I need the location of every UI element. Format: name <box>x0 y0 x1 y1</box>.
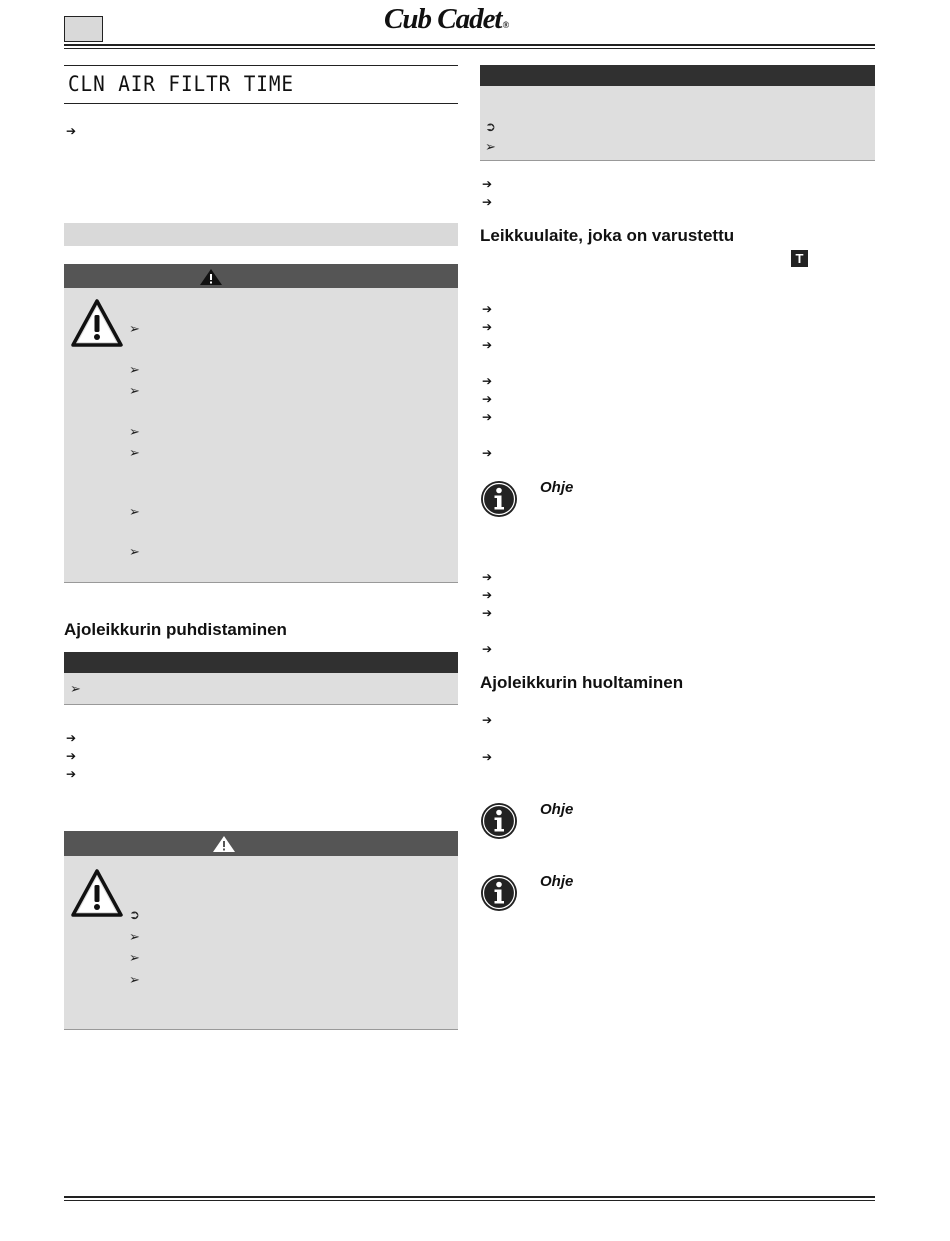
instruction-bullet-icon: ➢ <box>129 322 140 337</box>
section-subheading-bar <box>64 223 458 246</box>
step-arrow-icon: ➔ <box>482 374 493 388</box>
step-arrow-icon: ➔ <box>482 410 493 424</box>
result-bullet-icon: ➲ <box>129 908 140 923</box>
caution-panel <box>64 673 458 705</box>
info-circle-icon <box>480 480 518 518</box>
warning-header-bar <box>64 831 458 856</box>
step-arrow-icon: ➔ <box>482 320 493 334</box>
instruction-bullet-icon: ➢ <box>129 951 140 966</box>
footer-rule-thin <box>64 1200 875 1201</box>
instruction-bullet-icon: ➢ <box>129 446 140 461</box>
instruction-bullet-icon: ➢ <box>70 682 81 697</box>
step-arrow-icon: ➔ <box>482 446 493 460</box>
step-arrow-icon: ➔ <box>66 124 77 138</box>
instruction-bullet-icon: ➢ <box>129 425 140 440</box>
step-arrow-icon: ➔ <box>482 177 493 191</box>
note-label: Ohje <box>540 479 574 496</box>
info-circle-icon <box>480 802 518 840</box>
header-rule-thin <box>64 48 875 49</box>
note-label: Ohje <box>540 801 574 818</box>
instruction-bullet-icon: ➢ <box>129 545 140 560</box>
footer-rule <box>64 1196 875 1198</box>
info-circle-icon <box>480 874 518 912</box>
step-arrow-icon: ➔ <box>66 749 77 763</box>
step-arrow-icon: ➔ <box>482 195 493 209</box>
warning-small-icon <box>212 835 236 853</box>
step-arrow-icon: ➔ <box>482 642 493 656</box>
instruction-bullet-icon: ➢ <box>129 930 140 945</box>
instruction-bullet-icon: ➢ <box>129 973 140 988</box>
note-label: Ohje <box>540 873 574 890</box>
instruction-bullet-icon: ➢ <box>485 140 496 155</box>
lcd-display-text: CLN AIR FILTR TIME <box>68 72 294 96</box>
heading-cutting-deck: Leikkuulaite, joka on varustettu <box>480 226 735 245</box>
lcd-display-box <box>64 65 458 104</box>
step-arrow-icon: ➔ <box>482 750 493 764</box>
instruction-bullet-icon: ➢ <box>129 384 140 399</box>
warning-triangle-icon <box>70 298 124 348</box>
caution-header-bar <box>64 652 458 673</box>
step-arrow-icon: ➔ <box>482 606 493 620</box>
step-arrow-icon: ➔ <box>66 731 77 745</box>
caution-header-bar <box>480 65 875 86</box>
warning-header-bar <box>64 264 458 288</box>
step-arrow-icon: ➔ <box>482 713 493 727</box>
t-symbol-badge: T <box>791 250 808 267</box>
step-arrow-icon: ➔ <box>482 588 493 602</box>
warning-panel <box>64 288 458 583</box>
caution-panel <box>480 86 875 161</box>
instruction-bullet-icon: ➢ <box>129 363 140 378</box>
brand-logo: Cub Cadet® <box>384 3 509 35</box>
header-rule <box>64 44 875 46</box>
step-arrow-icon: ➔ <box>66 767 77 781</box>
warning-panel <box>64 856 458 1030</box>
language-code-box <box>64 16 103 42</box>
result-bullet-icon: ➲ <box>485 120 496 135</box>
step-arrow-icon: ➔ <box>482 338 493 352</box>
warning-triangle-icon <box>70 868 124 918</box>
step-arrow-icon: ➔ <box>482 570 493 584</box>
instruction-bullet-icon: ➢ <box>129 505 140 520</box>
step-arrow-icon: ➔ <box>482 302 493 316</box>
step-arrow-icon: ➔ <box>482 392 493 406</box>
heading-service: Ajoleikkurin huoltaminen <box>480 673 684 692</box>
heading-cleaning: Ajoleikkurin puhdistaminen <box>64 620 287 639</box>
warning-small-icon <box>199 268 223 286</box>
